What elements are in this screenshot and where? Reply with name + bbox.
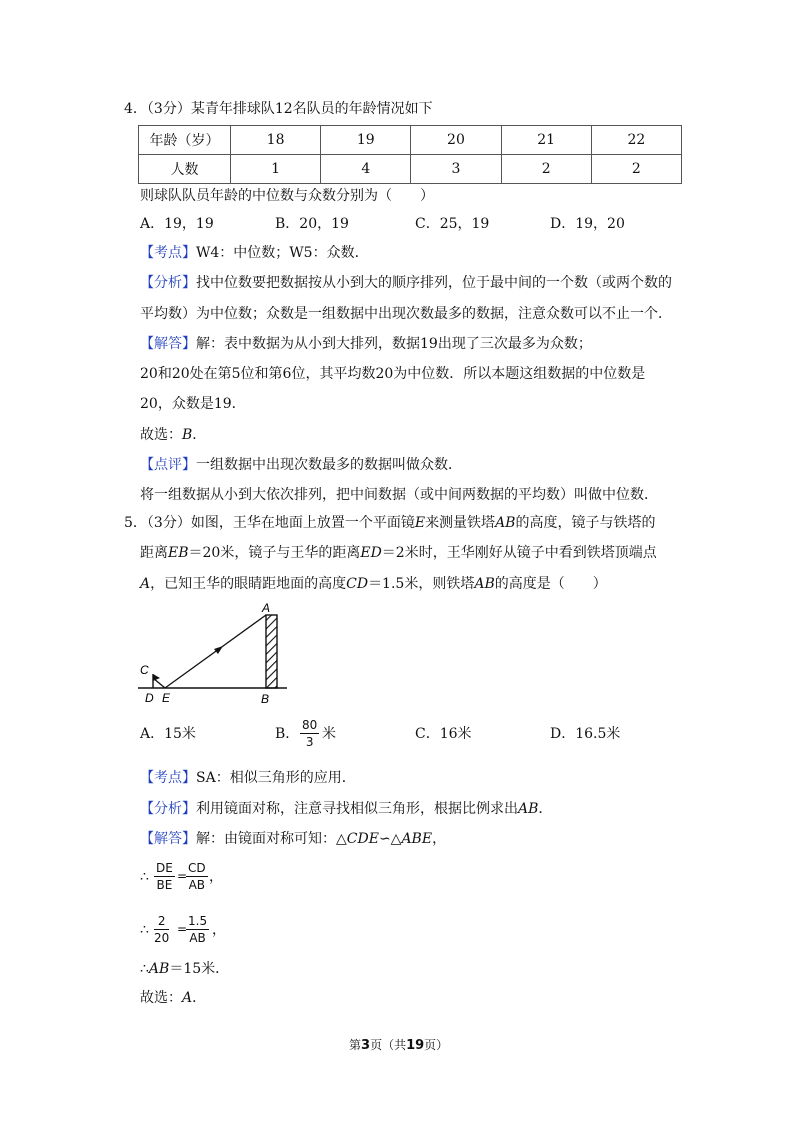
answer-prefix: 故选： [140,990,182,1006]
q4-question: 则球队队员年龄的中位数与众数分别为（ ） [140,188,434,204]
q5-text: （3分）如图，王华在地面上放置一个平面镜 [146,515,415,531]
q5-answer [140,991,206,1005]
q5-var: AB [518,801,539,817]
label-b: B [261,692,270,706]
q4-option-b: B．20，19 [275,216,349,232]
q4-dianping-line2: 将一组数据从小到大依次排列，把中间数据（或中间两数据的平均数）叫做中位数． [140,487,658,503]
current-page-number: 3 [361,1038,371,1053]
q5-var: ED [360,545,382,561]
table-cell: 18 [231,126,321,155]
fraction-denominator: 3 [305,735,314,749]
fraction-numerator: CD [188,861,206,875]
jieda-text: 解：由镜面对称可知：△ [196,831,347,847]
table-cell: 1 [231,155,321,184]
q5-stem-line2 [140,546,657,560]
ray-arrow-icon [214,646,223,654]
eq1-tail: ， [209,869,223,885]
q4-kaodian [140,246,369,260]
answer-letter: B [182,427,193,443]
q5-number: 5． [124,515,147,531]
eq2-left-fraction [154,915,169,944]
q5-result [140,962,229,976]
label-a: A [262,601,271,615]
label-d: D [145,691,154,705]
eq2-tail: ， [212,922,226,938]
jieda-text: ∽△ [378,831,402,847]
q4-fenxi-line2: 平均数）为中位数；众数是一组数据中出现次数最多的数据，注意众数可以不止一个． [140,306,672,322]
q5-fenxi [140,802,552,816]
dianping-text: 一组数据中出现次数最多的数据叫做众数． [196,457,462,473]
q5-option-a: A．15米 [140,726,196,742]
q5-option-b-unit: 米 [322,726,336,742]
answer-prefix: 故选： [140,427,182,443]
q5-text: ＝1.5米，则铁塔 [368,576,475,592]
kaodian-tag: 【考点】 [140,770,196,786]
q4-option-a: A．19，19 [140,216,214,232]
answer-letter: A [182,990,193,1006]
kaodian-text: W4：中位数；W5：众数． [196,245,369,261]
total-page-number: 19 [406,1038,425,1053]
table-cell: 20 [411,126,501,155]
eye-marker-icon [153,674,160,681]
footer-mid: 页（共 [370,1038,407,1052]
q4-jieda-line2: 20和20处在第5位和第6位，其平均数20为中位数．所以本题这组数据的中位数是 [140,366,646,382]
q5-text: 来测量铁塔 [425,515,496,531]
label-c: C [140,663,149,677]
answer-suffix: ． [192,990,207,1006]
q4-option-c: C．25，19 [415,216,490,232]
age-table [138,125,682,184]
q5-var: AB [474,576,495,592]
fraction-numerator: DE [156,861,173,875]
eq1-left-fraction [154,862,175,891]
tower-rect [266,615,277,688]
therefore-symbol: ∴ [140,922,149,938]
fenxi-text: ． [538,801,553,817]
page-footer [349,1039,448,1052]
q4-jieda [140,337,592,351]
dianping-tag: 【点评】 [140,457,196,473]
q5-text: ，已知王华的眼睛距地面的高度 [150,576,347,592]
table-cell: 19 [321,126,411,155]
fraction-denominator: AB [188,878,206,892]
q5-option-d: D．16.5米 [550,726,621,742]
table-cell: 22 [591,126,681,155]
q4-option-d: D．19，20 [550,216,625,232]
fenxi-text: 利用镜面对称，注意寻找相似三角形，根据比例求出 [196,801,518,817]
q5-var: AB [495,515,516,531]
q5-var: A [140,576,151,592]
fraction-numerator: 1.5 [188,914,208,928]
q5-var: EB [168,545,189,561]
ray-ce [153,678,165,688]
jieda-text: ， [432,831,447,847]
q5-kaodian [140,771,356,785]
ray-ea [165,615,266,688]
table-cell: 2 [591,155,681,184]
table-cell: 21 [501,126,591,155]
kaodian-tag: 【考点】 [140,245,196,261]
table-header-count: 人数 [139,155,231,184]
q5-stem-line3 [140,577,607,591]
q4-stem-line [124,102,433,116]
fraction-denominator: BE [156,878,173,892]
q5-var: E [414,515,426,531]
q5-text: 的高度是（ ） [494,576,607,592]
footer-suffix: 页） [424,1038,449,1052]
q5-text: 距离 [140,545,168,561]
q5-var: AB [148,961,170,977]
eq2-right-fraction [186,915,209,944]
q4-dianping [140,458,462,472]
table-header-age: 年龄（岁） [139,126,231,155]
eq2-equals: = [177,922,188,936]
q5-option-c: C．16米 [415,726,472,742]
fenxi-tag: 【分析】 [140,801,196,817]
q5-var: ABE [401,831,433,847]
q5-option-b-fraction [300,719,319,748]
table-cell: 3 [411,155,501,184]
kaodian-text: SA：相似三角形的应用． [196,770,356,786]
fenxi-tag: 【分析】 [140,275,196,291]
jieda-tag: 【解答】 [140,831,196,847]
q5-var: CD [346,576,369,592]
jieda-tag: 【解答】 [140,336,196,352]
fraction-denominator: 20 [154,931,170,945]
q4-answer [140,428,206,442]
eq1-right-fraction [186,862,208,891]
q4-fenxi [140,276,672,290]
q4-jieda-line3: 20，众数是19． [140,396,246,412]
footer-prefix: 第 [349,1038,362,1052]
eq1-equals: = [177,869,188,883]
q5-text: ＝20米，镜子与王华的距离 [188,545,361,561]
label-e: E [162,691,171,705]
q5-jieda [140,832,446,846]
table-row [139,126,682,155]
q5-text: ＝2米时，王华刚好从镜子中看到铁塔顶端点 [381,545,657,561]
fenxi-text: 找中位数要把数据按从小到大的顺序排列，位于最中间的一个数（或两个数的 [196,275,672,291]
q5-text: 的高度，镜子与铁塔的 [515,515,656,531]
fraction-denominator: AB [189,931,206,945]
q4-stem: （3分）某青年排球队12名队员的年龄情况如下 [146,101,433,117]
mirror-tower-figure [135,598,295,710]
q5-option-b-prefix: B． [275,726,300,742]
jieda-text: 解：表中数据为从小到大排列，数据19出现了三次最多为众数； [196,336,592,352]
therefore-symbol: ∴ [140,869,149,885]
q5-stem-line1 [124,516,655,530]
table-row [139,155,682,184]
result-text: ＝15米． [169,961,230,977]
q4-number: 4． [124,101,147,117]
fraction-numerator: 80 [302,718,318,732]
table-cell: 4 [321,155,411,184]
table-cell: 2 [501,155,591,184]
therefore-symbol: ∴ [140,961,149,977]
answer-suffix: ． [192,427,207,443]
fraction-numerator: 2 [154,915,169,930]
q5-var: CDE [346,831,379,847]
